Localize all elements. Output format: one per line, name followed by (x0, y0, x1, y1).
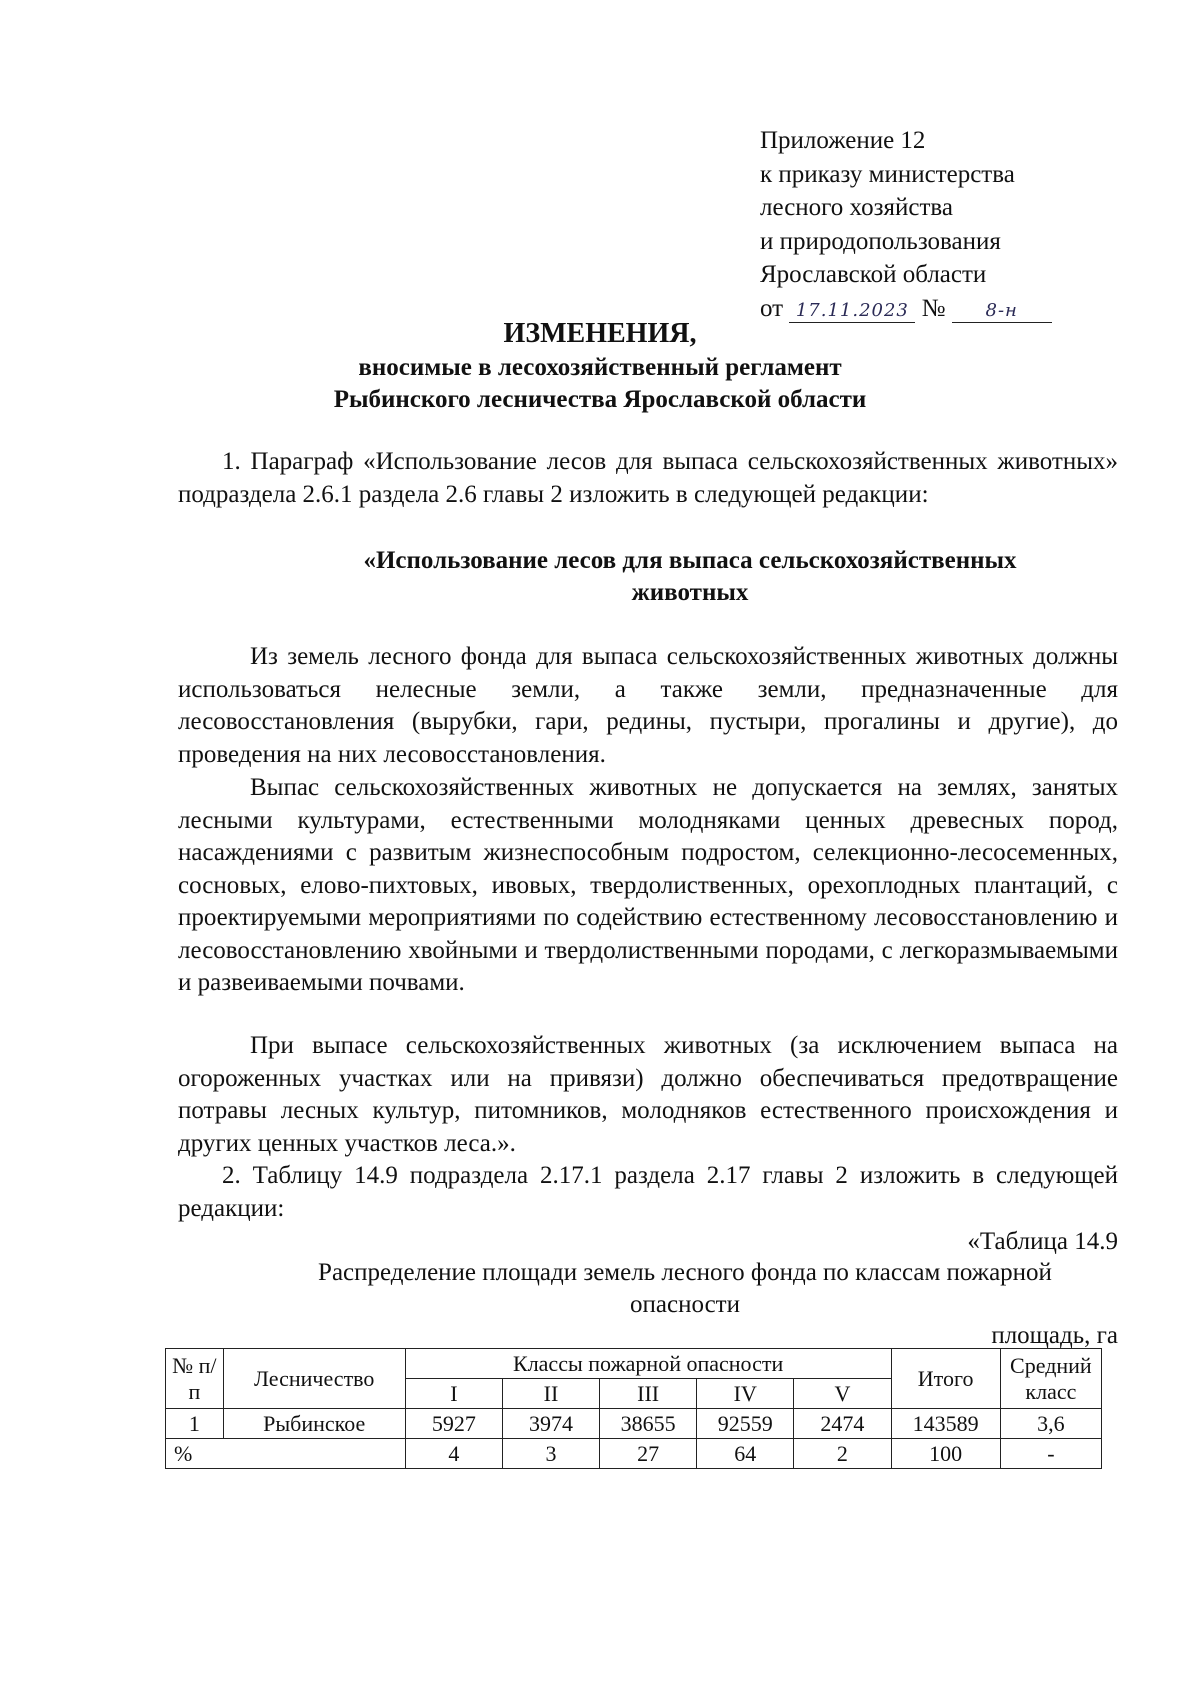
table-unit: площадь, га (991, 1322, 1118, 1349)
from-label: от (760, 294, 784, 322)
header-total: Итого (891, 1349, 1000, 1409)
appendix-line: и природопользования (760, 227, 1001, 255)
header-num: № п/п (166, 1349, 224, 1409)
table-row (166, 1409, 1102, 1439)
document-title: ИЗМЕНЕНИЯ, (503, 318, 697, 349)
header-average: Средний класс (1000, 1349, 1101, 1409)
cell-class-value: 2 (794, 1439, 891, 1469)
table-row (166, 1439, 1102, 1469)
table-label: «Таблица 14.9 (967, 1228, 1118, 1255)
cell-class-value: 64 (697, 1439, 794, 1469)
appendix-line: лесного хозяйства (760, 194, 953, 221)
header-class: V (794, 1379, 891, 1409)
cell-class-value: 2474 (794, 1409, 891, 1439)
paragraph-3: При выпасе сельскохозяйственных животных (за исключением выпаса на огороженных участках или на привязи) должно обеспечиваться предотвращение потравы лесных культур, питомников, молодняков естественного происхождения и других ценных участков леса.». (178, 1032, 1118, 1157)
handwritten-date: 17.11.2023 (789, 300, 915, 323)
cell-num: 1 (166, 1409, 224, 1439)
section-2-text: 2. Таблицу 14.9 подраздела 2.17.1 раздела 2.17 главы 2 изложить в следующей редакции: (178, 1162, 1118, 1222)
table-caption (250, 1257, 1120, 1321)
cell-class-value: 3 (502, 1439, 599, 1469)
document-subtitle (0, 352, 1200, 416)
cell-class-value: 4 (405, 1439, 502, 1469)
heading-line: «Использование лесов для выпаса сельскохозяйственных (363, 547, 1017, 574)
table-header-row (166, 1349, 1102, 1379)
header-class: III (600, 1379, 697, 1409)
cell-class-value: 5927 (405, 1409, 502, 1439)
cell-average: 3,6 (1000, 1409, 1101, 1439)
cell-class-value: 3974 (502, 1409, 599, 1439)
fire-danger-table (165, 1348, 1102, 1469)
cell-total: 100 (891, 1439, 1000, 1469)
header-class: IV (697, 1379, 794, 1409)
cell-class-value: 27 (600, 1439, 697, 1469)
cell-class-value: 38655 (600, 1409, 697, 1439)
cell-average: - (1000, 1439, 1101, 1469)
heading-line: животных (631, 579, 749, 606)
cell-percent-label: % (166, 1439, 406, 1469)
caption-line: опасности (630, 1291, 740, 1318)
paragraph-1: Из земель лесного фонда для выпаса сельскохозяйственных животных должны использоваться нелесные земли, а также земли, предназначенные для лесовосстановления (вырубки, гари, редины, пустыри, прогалины и другие), до проведения на них лесовосстановления. (178, 643, 1118, 768)
appendix-line: Приложение 12 (760, 127, 926, 154)
header-forestry: Лесничество (223, 1349, 405, 1409)
appendix-line: к приказу министерства (760, 160, 1015, 188)
paragraph-2: Выпас сельскохозяйственных животных не допускается на землях, занятых лесными культурами, естественными молодняками ценных древесных пород, насаждениями с развитым жизнеспособным подростом, селекционно-лесосеменных, сосновых, елово-пихтовых, ивовых, твердолиственных, орехоплодных плантаций, с проектируемыми мероприятиями по содействию естественному лесовосстановлению и лесовосстановлению хвойными и твердолиственными породами, с легкоразмываемыми и развеиваемыми почвами. (178, 774, 1118, 996)
header-class: I (405, 1379, 502, 1409)
caption-line: Распределение площади земель лесного фонда по классам пожарной (318, 1259, 1052, 1286)
cell-class-value: 92559 (697, 1409, 794, 1439)
subtitle-line: вносимые в лесохозяйственный регламент (358, 354, 842, 381)
section-1-text: 1. Параграф «Использование лесов для выпаса сельскохозяйственных животных» подраздела 2.6.1 раздела 2.6 главы 2 изложить в следующей редакции: (178, 448, 1118, 508)
header-classes: Классы пожарной опасности (405, 1349, 891, 1379)
appendix-line: Ярославской области (760, 261, 987, 288)
number-sign: № (921, 294, 946, 322)
paragraph-heading (300, 545, 1080, 609)
cell-forestry: Рыбинское (223, 1409, 405, 1439)
cell-total: 143589 (891, 1409, 1000, 1439)
handwritten-number: 8-н (952, 300, 1052, 323)
subtitle-line: Рыбинского лесничества Ярославской области (333, 386, 867, 413)
appendix-block (760, 124, 1090, 325)
header-class: II (502, 1379, 599, 1409)
